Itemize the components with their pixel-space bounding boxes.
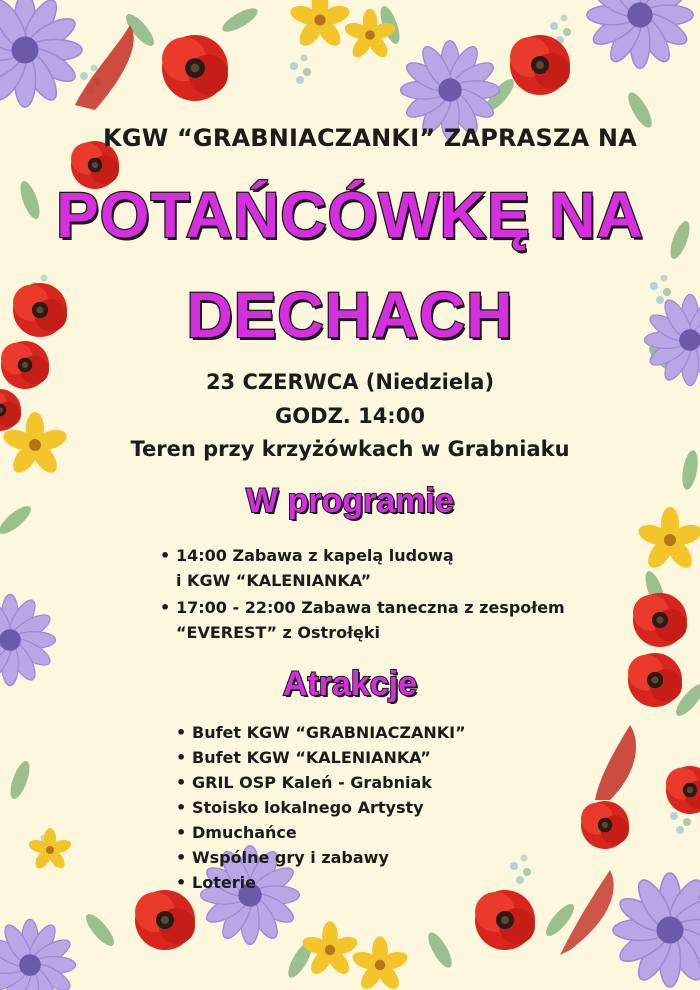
list-item: • Bufet KGW “GRABNIACZANKI” [176,720,506,745]
event-place: Teren przy krzyżówkach w Grabniaku [130,437,570,461]
program-item [160,595,590,645]
program-list [160,543,590,647]
title-line-2: DECHACH [186,279,514,351]
program-item-line: “EVEREST” z Ostrołęki [176,623,380,642]
event-time: GODZ. 14:00 [275,404,425,428]
list-item: • Stoisko lokalnego Artysty [176,795,506,820]
attractions-heading: Atrakcje [282,665,418,703]
program-item-line: 17:00 - 22:00 Zabawa taneczna z zespołem [176,598,565,617]
title-line-1: POTAŃCÓWKĘ NA [56,179,644,251]
program-item-line: i KGW “KALENIANKA” [176,571,372,590]
list-item: • Dmuchańce [176,820,506,845]
program-item-line: 14:00 Zabawa z kapelą ludową [176,546,454,565]
attractions-list [176,720,506,895]
program-item [160,543,590,593]
event-date: 23 CZERWCA (Niedziela) [205,370,495,394]
list-item: • Wspólne gry i zabawy [176,845,506,870]
list-item: • Loterie [176,870,506,895]
list-item: • GRIL OSP Kaleń - Grabniak [176,770,506,795]
invite-line: KGW “GRABNIACZANKI” ZAPRASZA NA [103,124,637,152]
program-heading: W programie [246,482,454,520]
list-item: • Bufet KGW “KALENIANKA” [176,745,506,770]
